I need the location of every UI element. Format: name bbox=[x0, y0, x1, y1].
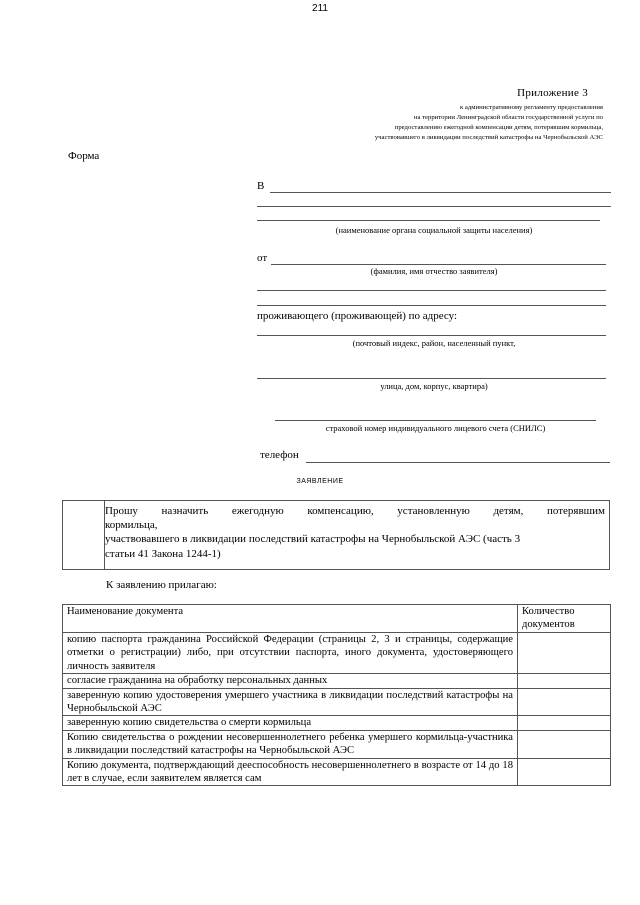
table-row bbox=[63, 716, 611, 730]
address-field-line-2[interactable] bbox=[257, 378, 606, 379]
doc-name-cell: Копию свидетельства о рождении несовершеннолетнего ребенка умершего кормильца-участника в ликвидации последствий катастрофы на Чернобыльской АЭС bbox=[63, 730, 518, 758]
doc-qty-cell[interactable] bbox=[518, 716, 611, 730]
doc-qty-cell[interactable] bbox=[518, 688, 611, 716]
page-number: 211 bbox=[312, 3, 328, 14]
to-caption: (наименование органа социальной защиты населения) bbox=[335, 225, 533, 235]
from-field-line-3[interactable] bbox=[257, 305, 606, 306]
documents-table bbox=[62, 604, 611, 786]
doc-qty-cell[interactable] bbox=[518, 730, 611, 758]
from-caption: (фамилия, имя отчество заявителя) bbox=[370, 266, 498, 276]
doc-qty-cell[interactable] bbox=[518, 674, 611, 688]
appendix-line-1: к административному регламенту предоставления bbox=[460, 104, 603, 111]
appendix-line-4: участвовавшего в ликвидации последствий катастрофы на Чернобыльской АЭС bbox=[374, 134, 603, 141]
from-field-line-1[interactable] bbox=[271, 264, 606, 265]
address-field-line-1[interactable] bbox=[257, 335, 606, 336]
snils-caption: страховой номер индивидуального лицевого счета (СНИЛС) bbox=[325, 423, 546, 433]
request-line-4: статьи 41 Закона 1244-1) bbox=[105, 547, 221, 560]
form-label: Форма bbox=[68, 150, 100, 162]
appendix-line-2: на территории Ленинградской области государственной услуги по bbox=[413, 114, 603, 121]
request-line-3: участвовавшего в ликвидации последствий катастрофы на Чернобыльской АЭС (часть 3 bbox=[105, 533, 521, 546]
table-header-row bbox=[63, 605, 611, 633]
doc-name-cell: Копию документа, подтверждающий дееспособность несовершеннолетнего в возрасте от 14 до 18 лет в случае, если заявителем является сам bbox=[63, 758, 518, 786]
appendix-title: Приложение 3 bbox=[517, 87, 588, 99]
table-row bbox=[63, 758, 611, 786]
doc-qty-cell[interactable] bbox=[518, 758, 611, 786]
from-prefix: от bbox=[257, 252, 268, 264]
page-bottom-margin bbox=[0, 822, 640, 905]
snils-field-line[interactable] bbox=[275, 420, 596, 421]
appendix-line-3: предоставлению ежегодной компенсации детям, потерявшим кормильца, bbox=[394, 124, 603, 131]
doc-name-cell: заверенную копию удостоверения умершего участника в ликвидации последствий катастрофы на Чернобыльской АЭС bbox=[63, 688, 518, 716]
phone-field-line[interactable] bbox=[306, 462, 610, 463]
doc-name-cell: копию паспорта гражданина Российской Федерации (страницы 2, 3 и страницы, содержащие отметки о регистрации) либо, при отсутствии паспорта, иного документа, удостоверяющего личность заявителя bbox=[63, 633, 518, 674]
to-prefix: В bbox=[257, 180, 265, 192]
request-text bbox=[105, 504, 605, 561]
address-label: проживающего (проживающей) по адресу: bbox=[257, 310, 458, 322]
request-line-1: Прошу назначить ежегодную компенсацию, установленную детям, потерявшим bbox=[105, 505, 605, 517]
request-box-left-cell bbox=[63, 501, 105, 569]
from-field-line-2[interactable] bbox=[257, 290, 606, 291]
to-field-line-3[interactable] bbox=[257, 220, 600, 221]
address-caption-2: улица, дом, корпус, квартира) bbox=[380, 381, 488, 391]
table-row bbox=[63, 674, 611, 688]
attach-label: К заявлению прилагаю: bbox=[106, 579, 217, 591]
table-row bbox=[63, 688, 611, 716]
statement-title: ЗАЯВЛЕНИЕ bbox=[296, 478, 344, 485]
table-row bbox=[63, 633, 611, 674]
col-header-name: Наименование документа bbox=[63, 605, 518, 633]
col-header-qty: Количество документов bbox=[518, 605, 611, 633]
to-field-line-1[interactable] bbox=[270, 192, 611, 193]
doc-name-cell: заверенную копию свидетельства о смерти кормильца bbox=[63, 716, 518, 730]
doc-qty-cell[interactable] bbox=[518, 633, 611, 674]
table-row bbox=[63, 730, 611, 758]
request-line-2: кормильца, bbox=[105, 519, 158, 532]
address-caption-1: (почтовый индекс, район, населенный пункт, bbox=[352, 338, 516, 348]
phone-prefix: телефон bbox=[260, 449, 299, 461]
to-field-line-2[interactable] bbox=[257, 206, 611, 207]
doc-name-cell: согласие гражданина на обработку персональных данных bbox=[63, 674, 518, 688]
